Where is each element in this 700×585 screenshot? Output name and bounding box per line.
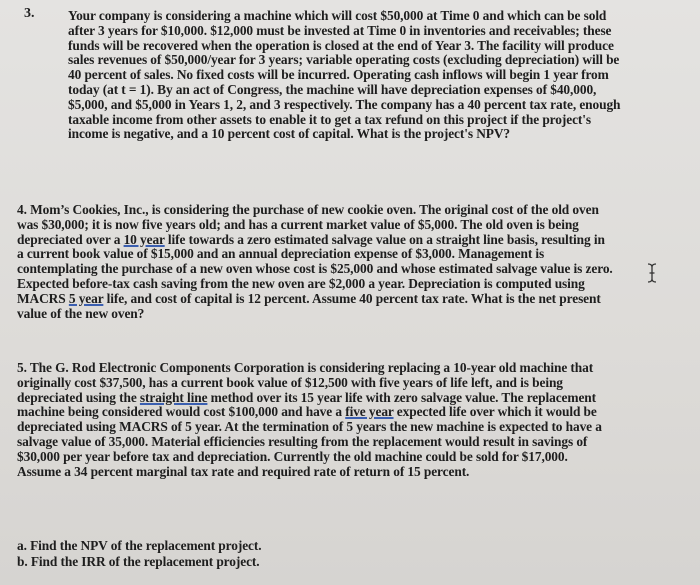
q3-text: Your company is considering a machine which will cost $50,000 at Time 0 and which can be sold after 3 years for $10,000. $12,000 must be invested at Time 0 in inventories and receivables; these funds will be recovered when the operation is closed at the end of Year 3. The facility will produce sales revenues of $50,000/year for 3 years; variable operating costs (excluding depreciation) will be 40 percent of sales. No fixed costs will be incurred. Operating cash inflows will begin 1 year from today (at t = 1). By an act of Congress, the machine will have depreciation expenses of $40,000, $5,000, and $5,000 in Years 1, 2, and 3 respectively. The company has a 40 percent tax rate, enough taxable income from other assets to enable it to get a tax refund on this project if the project's income is negative, and a 10 percent cost of capital. What is the project's NPV? [68,8,621,142]
q4-text [17,203,613,321]
q5-underline-straight-line: straight line [139,389,208,405]
q3-number: 3. [24,6,35,21]
q5-part2: method over its 15 year life with zero salvage value. The replacement machine being considered would cost $100,000 and have a [17,389,597,420]
q5-sub-a: a. Find the NPV of the replacement project. [17,538,262,553]
q5-sub-b: b. Find the IRR of the replacement project. [17,554,260,569]
q4-part1: 4. Mom’s Cookies, Inc., is considering the purchase of new cookie oven. The original cost of the old oven was $30,000; it is now five years old; and has a current market value of $5,000. The old oven is being depreciated over a [17,202,599,247]
text-cursor-icon [646,263,658,283]
q4-part3: life, and cost of capital is 12 percent. Assume 40 percent tax rate. What is the net present value of the new oven? [17,290,601,321]
q5-part3: expected life over which it would be depreciated using MACRS of 5 year. At the termination of 5 years the new machine is expected to have a salvage value of 35,000. Material efficiencies resulting from the replacement would result in savings of $30,000 per year before tax and depreciation. Currently the old machine could be sold for $17,000. Assume a 34 percent marginal tax rate and required rate of return of 15 percent. [17,404,602,479]
q5-underline-five-year: five year [345,404,394,420]
q5-text [17,361,609,479]
q4-underline-10-year: 10 year [123,231,165,247]
q5-part1: 5. The G. Rod Electronic Components Corporation is considering replacing a 10-year old machine that originally cost $37,500, has a current book value of $12,500 with five years of life left, and is being depreciated using the [17,360,594,405]
q4-part2: life towards a zero estimated salvage value on a straight line basis, resulting in a current book value of $15,000 and an annual depreciation expense of $3,000. Management is contemplating the purchase of a new oven whose cost is $25,000 and whose estimated salvage value is zero. Expected before-tax cash saving from the new oven are $2,000 a year. Depreciation is computed using MACRS [17,231,613,306]
q4-underline-5-year: 5 year [68,290,104,306]
